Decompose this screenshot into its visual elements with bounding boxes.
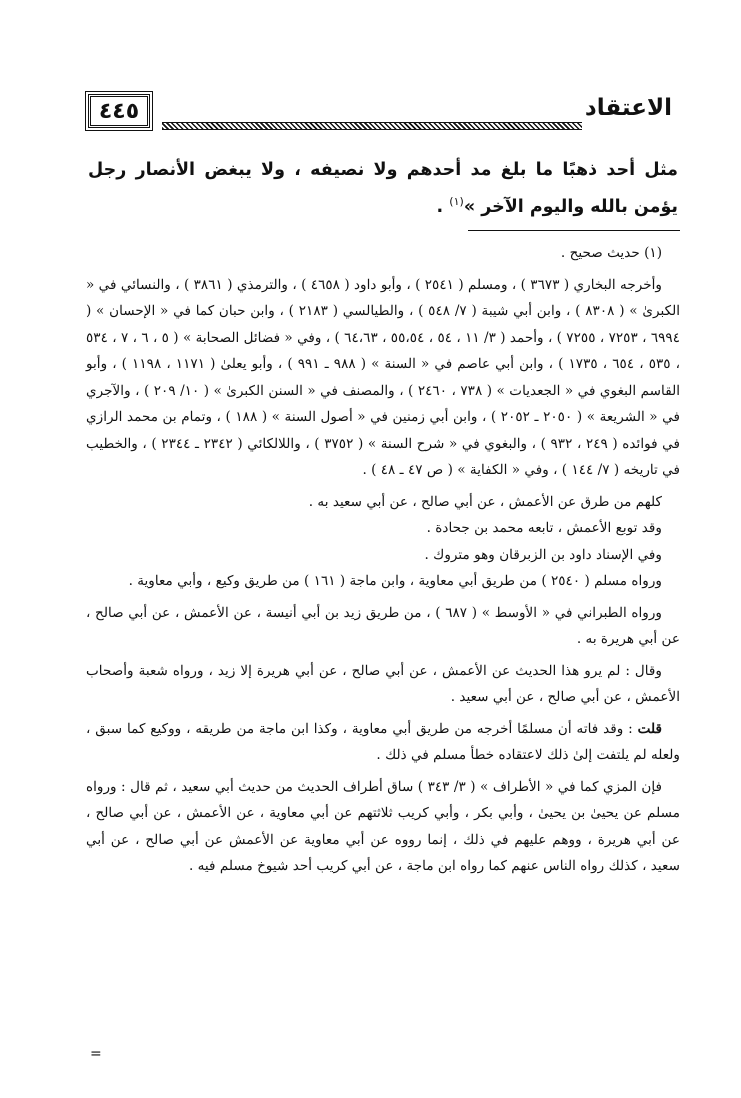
- footnote-para-6: ورواه الطبراني في « الأوسط » ( ٦٨٧ ) ، من طريق زيد بن أبي أنيسة ، عن الأعمش ، عن أبي صالح ، عن أبي هريرة به .: [86, 604, 680, 647]
- footnotes: [86, 240, 680, 880]
- chapter-title: الاعتقاد: [584, 95, 672, 121]
- footnote-sources: وأخرجه البخاري ( ٣٦٧٣ ) ، ومسلم ( ٢٥٤١ ) ، وأبو داود ( ٤٦٥٨ ) ، والترمذي ( ٣٨٦١ ) ، والنسائي في « الكبرىٰ » ( ٨٣٠٨ ) ، وابن أبي شيبة ( ٧/ ٥٤٨ ) ، والطيالسي ( ٢١٨٣ ) ، وابن حبان كما في « الإحسان » ( ٦٩٩٤ ، ٧٢٥٣ ، ٧٢٥٥ ) ، وأحمد ( ٣/ ١١ ، ٥٤ ، ٥٥،٥٤ ، ٦٤،٦٣ ) ، وفي « فضائل الصحابة » ( ٥ ، ٦ ، ٧ ، ٥٣٤ ، ٥٣٥ ، ٦٥٤ ، ١٧٣٥ ) ، وابن أبي عاصم في « السنة » ( ٩٨٨ ـ ٩٩١ ) ، وأبو يعلىٰ ( ١١٧١ ، ١١٩٨ ) ، وأبو القاسم البغوي في « الجعديات » ( ٧٣٨ ، ٢٤٦٠ ) ، والمصنف في « السنن الكبرىٰ » ( ١٠/ ٢٠٩ ) ، والآجري في « الشريعة » ( ٢٠٥٠ ـ ٢٠٥٢ ) ، وابن أبي زمنين في « أصول السنة » ( ١٨٨ ) ، وتمام بن محمد الرازي في فوائده ( ٢٤٩ ، ٩٣٢ ) ، والبغوي في « شرح السنة » ( ٣٧٥٢ ) ، واللالكائي ( ٢٣٤٢ ـ ٢٣٤٤ ) ، والخطيب في تاريخه ( ٧/ ١٤٤ ) ، وفي « الكفاية » ( ص ٤٧ ـ ٤٨ ) .: [86, 276, 681, 478]
- page-header: [88, 92, 672, 138]
- main-text-body: مثل أحد ذهبًا ما بلغ مد أحدهم ولا نصيفه ، ولا يبغض الأنصار رجل يؤمن بالله واليوم الآخر »: [88, 160, 678, 217]
- main-text-tail: .: [436, 196, 450, 217]
- footnote-ref: (١): [449, 195, 464, 208]
- footnote-para-8: [86, 716, 680, 769]
- main-text: [88, 154, 678, 223]
- footnote-para-8-label: قلت: [637, 720, 662, 737]
- page-number: ٤٤٥: [88, 94, 150, 128]
- header-rule: [162, 122, 582, 130]
- footnote-separator: [468, 230, 680, 231]
- footnote-para-2: كلهم من طرق عن الأعمش ، عن أبي صالح ، عن أبي سعيد به .: [308, 493, 662, 510]
- footnote-para-4: وفي الإسناد داود بن الزبرقان وهو متروك .: [424, 546, 662, 563]
- footnote-para-7: وقال : لم يرو هذا الحديث عن الأعمش ، عن أبي صالح ، عن أبي هريرة إلا زيد ، ورواه شعبة وأصحاب الأعمش ، عن أبي صالح ، عن أبي سعيد .: [86, 662, 680, 705]
- footnote-para-9: فإن المزي كما في « الأطراف » ( ٣/ ٣٤٣ ) ساق أطراف الحديث من حديث أبي سعيد ، ثم قال : ورواه مسلم عن يحيىٰ بن يحيىٰ ، وأبي بكر ، وأبي كريب ثلاثتهم عن أبي معاوية ، عن الأعمش ، عن أبي صالح ، عن أبي هريرة ، ووهم عليهم في ذلك ، إنما رووه عن أبي معاوية عن الأعمش عن أبي صالح ، عن أبي سعيد ، كذلك رواه الناس عنهم كما رواه ابن ماجة ، عن أبي كريب أحد شيوخ مسلم فيه .: [86, 778, 680, 874]
- continuation-mark: =: [90, 1046, 102, 1062]
- footnote-1-heading: (١) حديث صحيح .: [560, 245, 662, 261]
- footnote-para-5: ورواه مسلم ( ٢٥٤٠ ) من طريق أبي معاوية ، وابن ماجة ( ١٦١ ) من طريق وكيع ، وأبي معاوية .: [128, 573, 662, 589]
- footnote-para-8-text: : وقد فاته أن مسلمًا أخرجه من طريق أبي معاوية ، وكذا ابن ماجة من طريقه ، ووكيع كما سبق ، ولعله لم يلتفت إلىٰ ذلك لاعتقاده خطأ مسلم في ذلك .: [86, 720, 680, 763]
- footnote-para-3: وقد توبع الأعمش ، تابعه محمد بن جحادة .: [426, 520, 662, 536]
